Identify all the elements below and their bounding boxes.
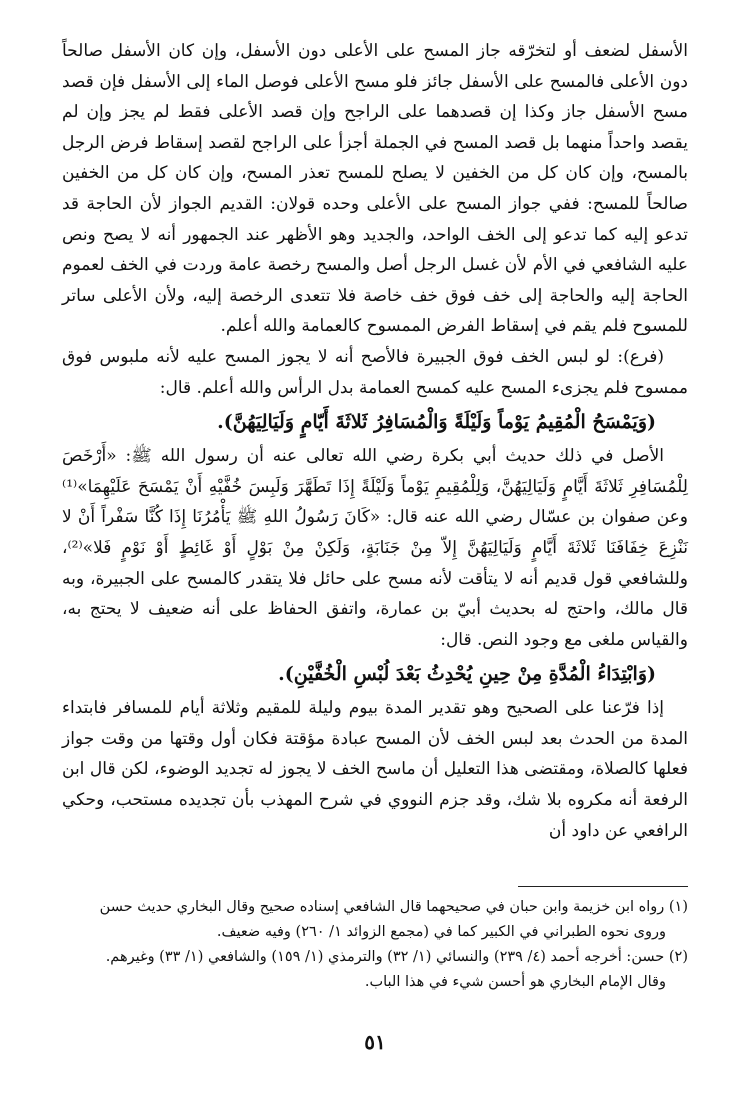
paragraph-2-far: (فرع): لو لبس الخف فوق الجبيرة فالأصح أنه لا يجوز المسح عليه لأنه ملبوس فوق ممسوح فلم يجزىء المسح عليه كمسح العمامة بدل الرأس والله أعلم. قال: [62, 346, 688, 398]
footnotes [62, 886, 688, 995]
paragraph-1: الأسفل لضعف أو لتخرّقه جاز المسح على الأعلى دون الأسفل، وإن كان الأسفل صالحاً دون الأعلى فالمسح على الأسفل جائز فلو مسح الأعلى فوصل الماء إلى الأسفل فإن قصد مسح الأسفل جاز وكذا إن قصدهما على الراجح وإن قصد الأعلى فقط لم يجز وإن لم يقصد واحداً منهما بل قصد المسح في الجملة أجزأ على الراجح لقصد إسقاط فرض الرجل بالمسح، وإن كان كل من الخفين لا يصلح للمسح تعذر المسح، وإن كان كل من الخفين صالحاً للمسح: ففي جواز المسح على الأعلى وحده قولان: القديم الجواز لأن الحاجة قد تدعو إليه كما تدعو إلى الخف الواحد، والجديد وهو الأظهر عند الجمهور أنه لا يصح ونص عليه الشافعي في الأم لأن غسل الرجل أصل والمسح رخصة عامة وردت في الخف لعموم الحاجة إليه والحاجة إلى خف فوق خف خاصة فلا تتعدى الرخصة إليه، ولأن الأعلى ساتر للمسوح فلم يقم في إسقاط الفرض الممسوح كالعمامة والله أعلم. [62, 41, 688, 337]
footnote-1: (١) رواه ابن خزيمة وابن حبان في صحيحهما قال الشافعي إسناده صحيح وقال البخاري حديث حسن [99, 899, 688, 915]
page-number: ٥١ [364, 1030, 386, 1054]
matn-line-2: (وَابْتِدَاءُ الْمُدَّةِ مِنْ حِينِ يُحْدِثُ بَعْدَ لُبْسِ الْخُفَّيْنِ). [278, 663, 656, 686]
footnote-2-continued: وقال الإمام البخاري هو أحسن شيء في هذا الباب. [364, 974, 666, 990]
footnote-divider [518, 886, 688, 887]
footnote-2: (٢) حسن: أخرجه أحمد (٤/ ٢٣٩) والنسائي (١/ ٣٢) والترمذي (١/ ١٥٩) والشافعي (١/ ٣٣) وغيرهم. [105, 949, 688, 965]
main-text [62, 36, 688, 846]
footnote-1-continued: وروى نحوه الطبراني في الكبير كما في (مجمع الزوائد ١/ ٢٦٠) وفيه ضعيف. [216, 924, 666, 940]
matn-line-1: (وَيَمْسَحُ الْمُقِيمُ يَوْماً وَلَيْلَةً وَالْمُسَافِرُ ثَلاثَةَ أَيّامٍ وَلَيَالِيَهُنَّ). [217, 411, 656, 434]
paragraph-4: إذا فرّعنا على الصحيح وهو تقدير المدة بيوم وليلة للمقيم وثلاثة أيام للمسافر فابتداء المدة من الحدث بعد لبس الخف لأن المسح عبادة مؤقتة فكان أول وقتها من وقت جواز فعلها كالصلاة، ومقتضى هذا التعليل أن ماسح الخف لا يجوز له تجديد الوضوء، لكن قال ابن الرفعة أنه مكروه بلا شك، وقد جزم النووي في شرح المهذب بأن تجديده مستحب، وحكي الرافعي عن داود أن [62, 698, 688, 841]
paragraph-3: الأصل في ذلك حديث أبي بكرة رضي الله تعالى عنه أن رسول الله ﷺ: «أَرْخَصَ لِلْمُسَافِرِ ثَلاثَةَ أَيَّامٍ وَلَيَالِيَهُنَّ، وَلِلْمُقِيمِ يَوْماً وَلَيْلَةً إِذَا تَطَهَّرَ وَلَبِسَ خُفَّيْهِ أَنْ يَمْسَحَ عَلَيْهِمَا»⁽¹⁾ وعن صفوان بن عسّال رضي الله عنه قال: «كَانَ رَسُولُ اللهِ ﷺ يَأْمُرُنَا إِذَا كُنَّا سَفْراً أَنْ لا نَنْزِعَ خِفَافَنَا ثَلاثَةَ أَيَّامٍ وَلَيَالِيَهُنَّ إِلاّ مِنْ جَنَابَةٍ، وَلَكِنْ مِنْ بَوْلٍ أَوْ غَائِطٍ أَوْ نَوْمٍ فَلا»⁽²⁾، وللشافعي قول قديم أنه لا يتأقت لأنه مسح على حائل فلا يتقدر كالمسح على الجبيرة، وبه قال مالك، واحتج له بحديث أبيّ بن عمارة، واتفق الحفاظ على أنه ضعيف لا يحتج به، والقياس ملغى مع وجود النص. قال: [62, 446, 688, 650]
